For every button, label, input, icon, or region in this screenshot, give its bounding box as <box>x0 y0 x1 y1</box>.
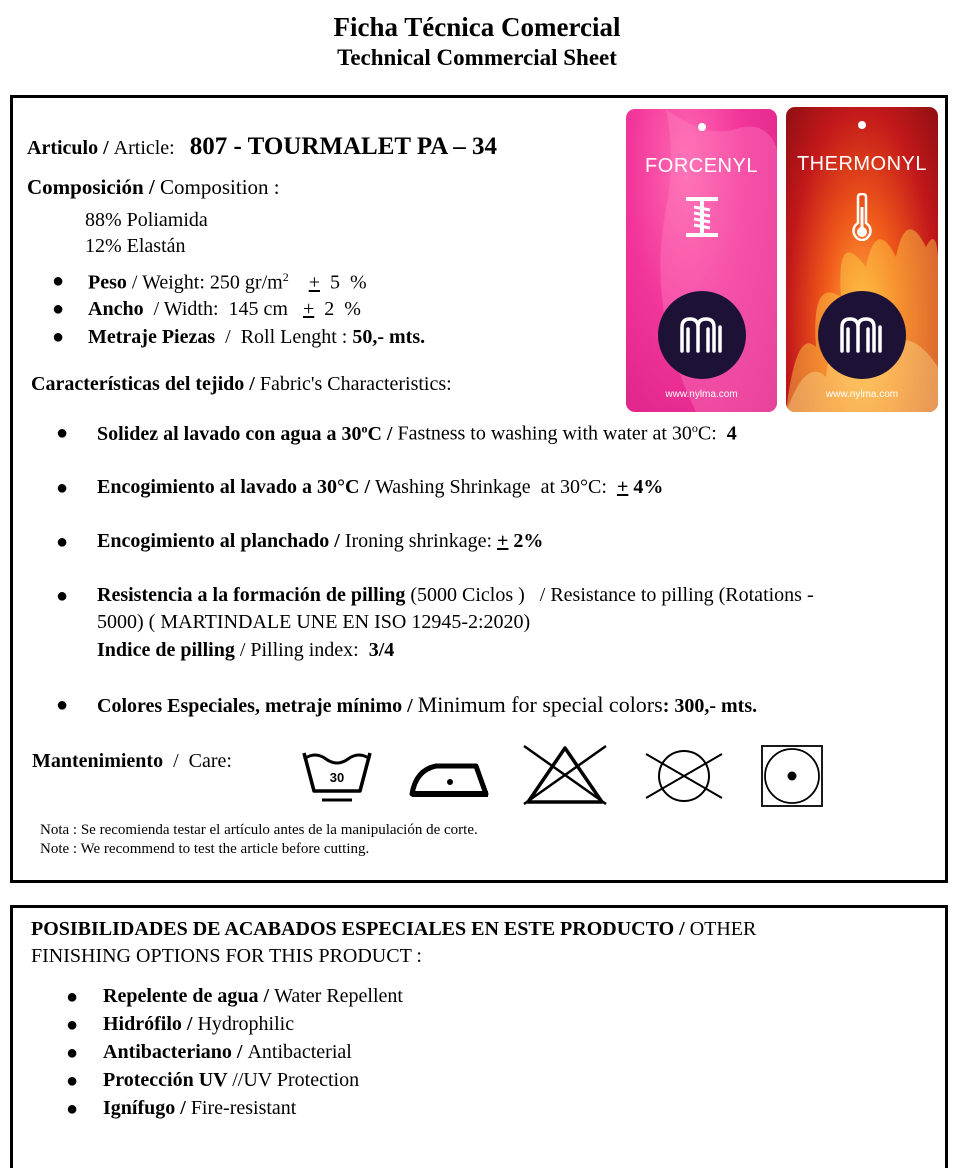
washing-value: 4 <box>726 422 737 445</box>
page-subtitle: Technical Commercial Sheet <box>337 45 617 70</box>
degree-sup: o <box>691 421 698 435</box>
special-colors-line <box>97 692 757 718</box>
bullet: ● <box>56 531 69 553</box>
degree-sup: o <box>361 421 368 435</box>
composition-label-es: Composición / <box>27 175 161 199</box>
nylma-logo <box>818 291 906 379</box>
tag-url: www.nylma.com <box>825 389 899 400</box>
thermonyl-tag-image <box>786 107 938 412</box>
tag-hole <box>698 123 706 131</box>
composition-label-en: Composition : <box>160 175 280 199</box>
special-colors-value: : 300,- mts. <box>662 695 758 717</box>
tag-url: www.nylma.com <box>665 389 738 400</box>
nylma-logo <box>658 291 746 379</box>
weight-line <box>88 270 367 295</box>
bullet: ● <box>52 326 65 348</box>
weight-unit-sup: 2 <box>282 270 289 284</box>
roll-value: 50,- mts. <box>352 326 426 348</box>
finishing-item-en: Hydrophilic <box>197 1013 295 1035</box>
bullet: ● <box>56 422 69 444</box>
characteristics-label-es: Características del tejido / <box>31 373 260 395</box>
pilling-index-en: / Pilling index: <box>234 639 369 661</box>
composition-item: 12% Elastán <box>85 235 186 257</box>
weight-tolerance: 5 % <box>319 271 367 294</box>
finishing-heading-es: POSIBILIDADES DE ACABADOS ESPECIALES EN ESTE PRODUCTO / <box>31 918 690 940</box>
bullet: ● <box>56 585 69 607</box>
note-en: Note : We recommend to test the article before cutting. <box>40 841 370 857</box>
characteristics-label-en: Fabric's Characteristics: <box>259 373 452 395</box>
finishing-item-es: Antibacteriano / <box>103 1041 248 1063</box>
wash-temp-label: 30 <box>329 770 345 785</box>
width-value: / Width: 145 cm <box>143 298 303 320</box>
finishing-item-en: //UV Protection <box>232 1069 360 1091</box>
width-label: Ancho <box>88 298 144 320</box>
finishing-item <box>103 1013 294 1036</box>
wash-shrinkage-line <box>97 476 663 499</box>
roll-label: Metraje Piezas <box>88 326 216 348</box>
article-value: 807 - TOURMALET PA – 34 <box>189 133 497 160</box>
wash-shrinkage-plusminus: + <box>616 476 629 498</box>
iron-shrinkage-line <box>97 530 543 553</box>
width-plusminus: + <box>302 298 315 320</box>
bullet: ● <box>66 986 79 1008</box>
wash-shrinkage-value: 4% <box>628 476 664 498</box>
finishing-item-en: Water Repellent <box>274 985 403 1007</box>
care-label-en: / Care: <box>163 750 232 772</box>
iron-shrinkage-en: Ironing shrinkage: <box>344 530 497 552</box>
tag-brand-forcenyl: FORCENYL <box>645 155 758 177</box>
article-label-es: Articulo / <box>27 137 114 159</box>
iron-low-icon <box>408 756 490 800</box>
washing-label-es-end: C / <box>367 422 398 445</box>
iron-shrinkage-es: Encogimiento al planchado / <box>97 530 345 552</box>
finishing-item-en: Fire-resistant <box>190 1097 297 1119</box>
wash-shrinkage-es: Encogimiento al lavado a 30°C / <box>97 476 376 498</box>
bullet: ● <box>66 1070 79 1092</box>
pilling-line1-rest: (5000 Ciclos ) / Resistance to pilling (Rotations - <box>405 584 814 606</box>
finishing-item-es: Ignífugo / <box>103 1097 191 1119</box>
page-title: Ficha Técnica Comercial <box>333 12 621 42</box>
note-es: Nota : Se recomienda testar el artículo antes de la manipulación de corte. <box>40 822 478 838</box>
finishing-item-en: Antibacterial <box>247 1041 352 1063</box>
roll-sep: / Roll Lenght : <box>215 326 353 348</box>
weight-spacer <box>289 272 299 294</box>
bullet: ● <box>52 298 65 320</box>
tumble-dry-icon <box>760 744 824 808</box>
article-line <box>27 133 497 161</box>
weight-plusminus: + <box>308 271 320 294</box>
logo-m-mark <box>818 291 906 379</box>
iron-shrinkage-plusminus: + <box>497 530 509 552</box>
pilling-line-1 <box>97 584 814 607</box>
forcenyl-tag-image <box>626 109 777 412</box>
finishing-heading-line1 <box>31 918 756 941</box>
characteristics-heading <box>31 373 452 396</box>
washing-fastness-line <box>97 421 737 446</box>
pilling-index-es: Indice de pilling <box>97 639 235 661</box>
finishing-item <box>103 1069 359 1092</box>
washing-label-es: Solidez al lavado con agua a 30 <box>97 422 362 445</box>
roll-line <box>88 326 425 349</box>
bullet: ● <box>66 1014 79 1036</box>
finishing-heading-line2: FINISHING OPTIONS FOR THIS PRODUCT : <box>31 945 422 967</box>
width-line <box>88 298 361 321</box>
finishing-item <box>103 1041 352 1064</box>
care-label-es: Mantenimiento <box>32 750 164 772</box>
finishing-item-es: Hidrófilo / <box>103 1013 198 1035</box>
bullet: ● <box>66 1042 79 1064</box>
pilling-index-value: 3/4 <box>368 639 395 661</box>
finishing-item <box>103 1097 296 1120</box>
washing-label-en: Fastness to washing with water at 30 <box>397 422 692 445</box>
washing-label-en-end: C: <box>697 422 727 445</box>
bullet: ● <box>56 477 69 499</box>
spring-icon <box>684 195 720 239</box>
weight-label: Peso <box>88 271 127 294</box>
composition-item: 88% Poliamida <box>85 209 208 231</box>
width-tolerance: 2 % <box>314 298 361 320</box>
bullet: ● <box>52 270 65 292</box>
finishing-item <box>103 985 403 1008</box>
no-bleach-icon <box>520 742 610 808</box>
bullet: ● <box>66 1098 79 1120</box>
pilling-label-es: Resistencia a la formación de pilling <box>97 584 406 606</box>
bullet: ● <box>56 694 69 716</box>
tag-brand-thermonyl: THERMONYL <box>796 153 928 175</box>
logo-m-mark <box>658 291 746 379</box>
wash-shrinkage-en: Washing Shrinkage at 30°C: <box>375 476 617 498</box>
composition-heading <box>27 175 280 200</box>
finishing-item-es: Protección UV <box>103 1069 233 1091</box>
pilling-index-line <box>97 639 394 662</box>
special-colors-es: Colores Especiales, metraje mínimo / <box>97 695 418 717</box>
finishing-heading-en1: OTHER <box>689 918 757 940</box>
care-label <box>32 750 232 773</box>
finishing-item-es: Repelente de agua / <box>103 985 275 1007</box>
iron-shrinkage-value: 2% <box>508 530 544 552</box>
tag-hole <box>858 121 866 129</box>
wash-30-icon <box>300 747 374 805</box>
thermometer-icon <box>850 193 874 241</box>
weight-value: / Weight: 250 gr/m <box>126 271 283 294</box>
special-colors-en: Minimum for special colors <box>417 692 663 717</box>
pilling-line-2: 5000) ( MARTINDALE UNE EN ISO 12945-2:2020) <box>97 611 531 633</box>
article-label-en: Article: <box>113 137 175 159</box>
no-dryclean-icon <box>642 748 726 804</box>
